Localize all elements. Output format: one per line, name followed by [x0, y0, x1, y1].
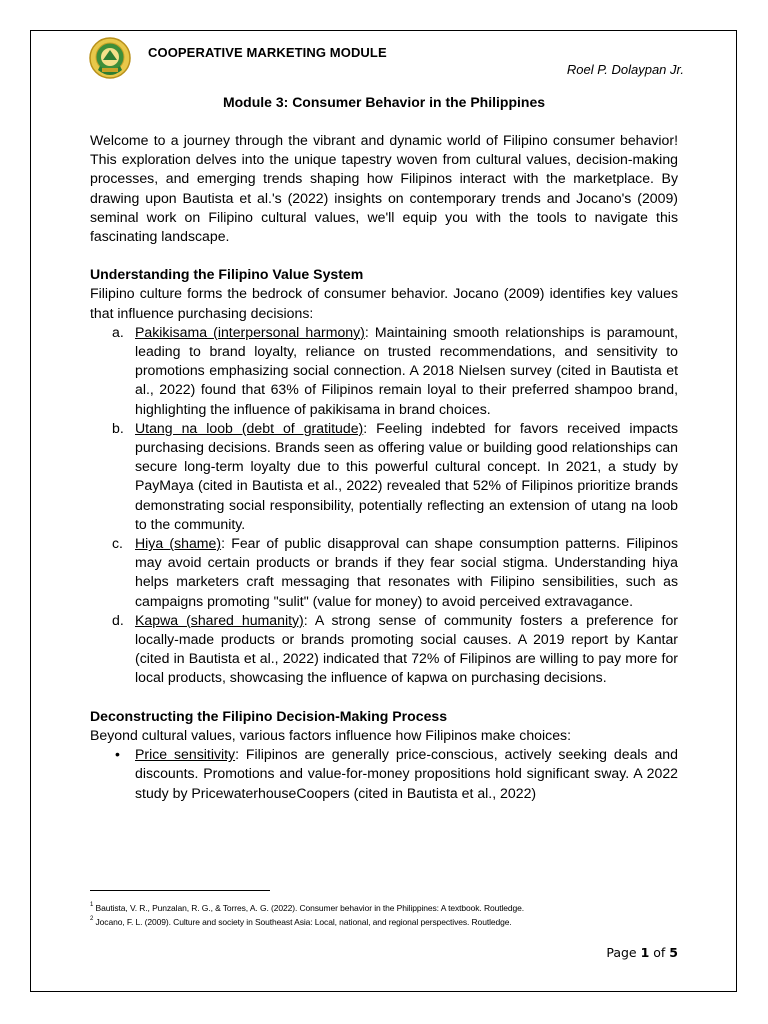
- page-heading: Module 3: Consumer Behavior in the Philippines: [222, 94, 546, 110]
- footnote-separator: [90, 890, 270, 891]
- footnote-number: 2: [90, 916, 94, 922]
- page-of: of: [649, 945, 670, 960]
- list-item-term: Price sensitivity: [135, 746, 236, 763]
- section-lead-decision-making: Beyond cultural values, various factors influence how Filipinos make choices:: [90, 726, 571, 743]
- list-item-term: Utang na loob (debt of gratitude): [135, 419, 364, 436]
- list-item-term: Hiya (shame): [135, 535, 222, 552]
- list-item-text: : Feeling indebted for favors received impacts purchasing decisions. Brands seen as offering value or building good relationships can secure long-term loyalty due to this powerful cultural concept. In 2021, a study by PayMaya (cited in Bautista et al., 2022) revealed that 52% of Filipinos prioritize brands demonstrating social responsibility, potentially reflecting an extension of utang na loob to the community.: [135, 419, 678, 532]
- section-heading-decision-making: Deconstructing the Filipino Decision-Making Process: [90, 707, 448, 724]
- list-item-text: : Maintaining smooth relationships is paramount, leading to brand loyalty, reliance on trusted recommendations, and sensitivity to promotions emphasizing social connection. A 2018 Nielsen survey (cited in Bautista et al., 2022) found that 63% of Filipinos remain loyal to their preferred shampoo brand, highlighting the influence of pakikisama in brand choices.: [135, 323, 679, 417]
- list-item: [90, 534, 678, 611]
- list-item-term: Pakikisama (interpersonal harmony): [135, 323, 365, 340]
- list-item: [90, 323, 678, 419]
- list-marker: d.: [112, 611, 124, 628]
- footnote-text: Jocano, F. L. (2009). Culture and society in Southeast Asia: Local, national, and regional perspectives. Routledge.: [93, 917, 512, 927]
- list-item: [90, 745, 678, 803]
- page-total: 5: [669, 945, 678, 960]
- page-number: [606, 945, 678, 960]
- list-item-text: : A strong sense of community fosters a preference for locally-made products or brands promoting social causes. A 2019 report by Kantar (cited in Bautista et al., 2022) indicated that 72% of Filipinos are willing to pay more for local products, showcasing the influence of kapwa on purchasing decisions.: [135, 611, 678, 686]
- list-marker: c.: [112, 535, 123, 552]
- bullet-marker: •: [115, 746, 120, 763]
- footnotes: [90, 901, 690, 929]
- page-prefix: Page: [606, 945, 641, 960]
- intro-paragraph: Welcome to a journey through the vibrant and dynamic world of Filipino consumer behavior! This exploration delves into the unique tapestry woven from cultural values, decision-making processes, and emerging trends shaping how Filipinos interact with the marketplace. By drawing upon Bautista et al.'s (2022) insights on contemporary trends and Jocano's (2009) seminal work on Filipino cultural values, we'll equip you with the tools to navigate this fascinating landscape.: [90, 132, 678, 245]
- module-title: COOPERATIVE MARKETING MODULE: [148, 45, 387, 60]
- list-item-term: Kapwa (shared humanity): [135, 611, 304, 628]
- list-item: [90, 419, 678, 534]
- list-item-text: : Fear of public disapproval can shape consumption patterns. Filipinos may avoid certain products or brands if they fear social stigma. Understanding hiya helps marketers craft messaging that resonates with Filipino sensibilities, such as campaigns promoting "sulit" (value for money) to avoid perceived extravagance.: [135, 535, 678, 609]
- list-marker: a.: [112, 323, 124, 340]
- footnote-2: [90, 915, 690, 929]
- list-marker: b.: [112, 419, 124, 436]
- page-current: 1: [640, 945, 650, 960]
- footnote-1: [90, 901, 690, 915]
- list-item: [90, 611, 678, 688]
- section-heading-value-system: Understanding the Filipino Value System: [90, 266, 364, 283]
- factor-list: [90, 745, 678, 803]
- document-body: [90, 131, 678, 803]
- footnote-text: Bautista, V. R., Punzalan, R. G., & Torres, A. G. (2022). Consumer behavior in the Philippines: A textbook. Routledge.: [93, 903, 525, 913]
- list-item-text: : Filipinos are generally price-conscious, actively seeking deals and discounts. Promotions and value-for-money propositions hold significant sway. A 2022 study by PricewaterhouseCoopers (cited in Bautista et al., 2022): [135, 746, 678, 801]
- footnote-number: 1: [90, 902, 94, 908]
- value-list: [90, 323, 678, 688]
- author-name: Roel P. Dolaypan Jr.: [566, 62, 684, 77]
- section-lead-value-system: Filipino culture forms the bedrock of consumer behavior. Jocano (2009) identifies key values that influence purchasing decisions:: [90, 285, 678, 321]
- cooperative-seal-logo: [88, 36, 132, 80]
